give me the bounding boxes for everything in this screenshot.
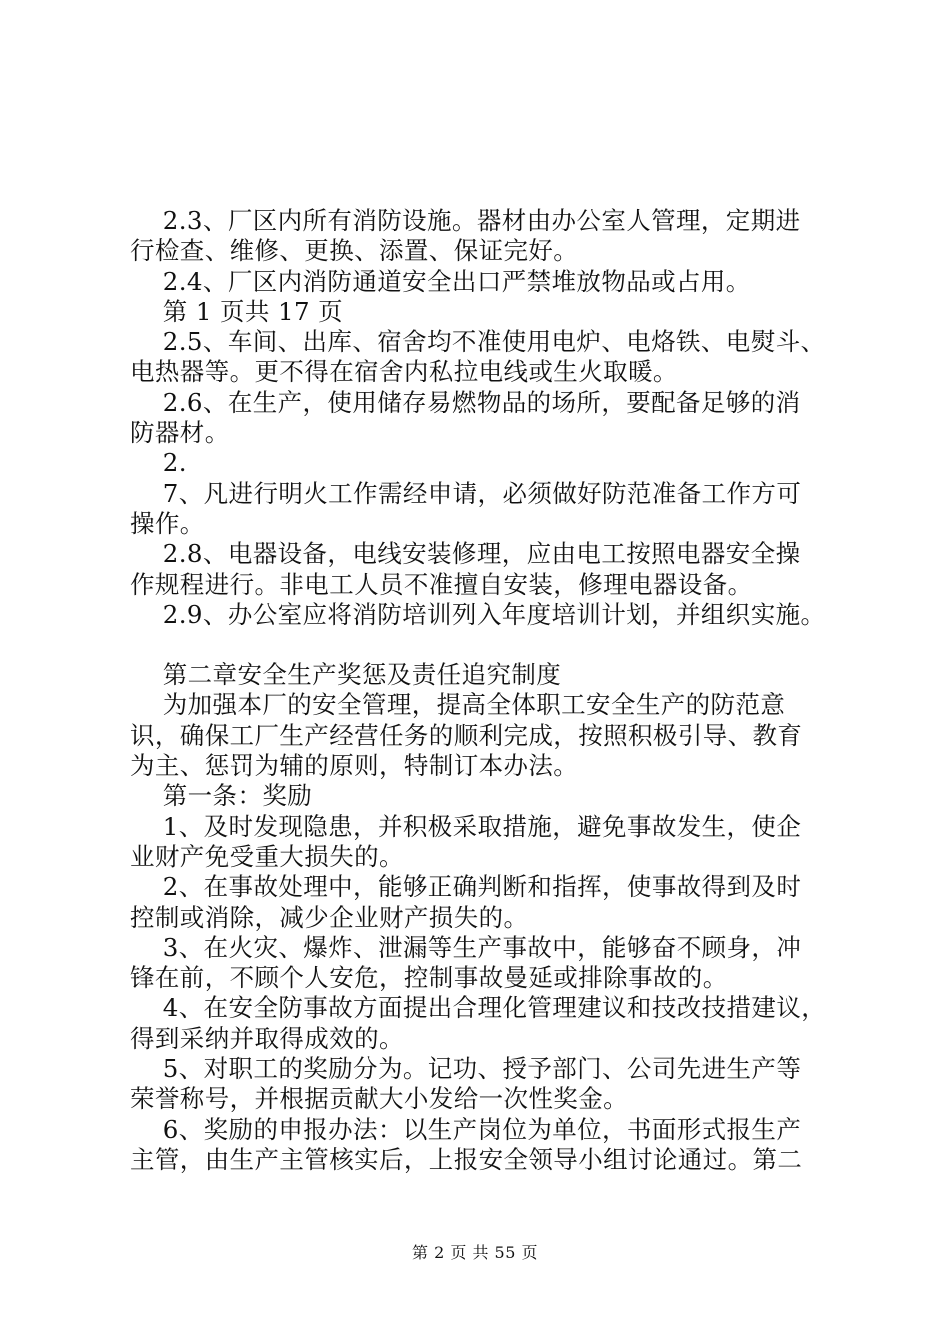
text-line: 7、凡进行明火工作需经申请，必须做好防范准备工作方可 [130, 478, 802, 508]
text-line: 为主、惩罚为辅的原则，特制订本办法。 [130, 751, 579, 781]
paragraph [130, 267, 850, 297]
text-line: 2. [130, 448, 187, 478]
text-line: 4、在安全防事故方面提出合理化管理建议和技改技措建议， [130, 993, 827, 1023]
text-line: 电热器等。更不得在宿舍内私拉电线或生火取暖。 [130, 357, 678, 387]
text-line: 锋在前，不顾个人安危，控制事故曼延或排除事故的。 [130, 963, 728, 993]
text-line: 主管，由生产主管核实后，上报安全领导小组讨论通过。第二 [130, 1144, 803, 1174]
paragraph [130, 872, 850, 933]
text-line: 第二章安全生产奖惩及责任追究制度 [130, 660, 562, 690]
text-line: 5、对职工的奖励分为。记功、授予部门、公司先进生产等 [130, 1054, 802, 1084]
text-line: 业财产免受重大损失的。 [130, 841, 404, 871]
text-line: 识，确保工厂生产经营任务的顺利完成，按照积极引导、教育 [130, 720, 803, 750]
paragraph [130, 327, 850, 388]
paragraph-gap [130, 630, 850, 660]
paragraph [130, 448, 850, 478]
paragraph [130, 690, 850, 781]
text-line: 2.6、在生产，使用储存易燃物品的场所，要配备足够的消 [130, 387, 801, 417]
text-line: 2、在事故处理中，能够正确判断和指挥，使事故得到及时 [130, 872, 802, 902]
text-line: 1、及时发现隐患，并积极采取措施，避免事故发生，使企 [130, 811, 802, 841]
paragraph [130, 781, 850, 811]
text-line: 2.9、办公室应将消防培训列入年度培训计划，并组织实施。 [130, 599, 826, 629]
text-line: 防器材。 [130, 418, 230, 448]
text-line: 3、在火灾、爆炸、泄漏等生产事故中，能够奋不顾身，冲 [130, 932, 802, 962]
text-line: 控制或消除，减少企业财产损失的。 [130, 902, 529, 932]
text-line: 荣誉称号，并根据贡献大小发给一次性奖金。 [130, 1084, 628, 1114]
text-line: 操作。 [130, 508, 205, 538]
text-line: 第 1 页共 17 页 [130, 296, 344, 326]
document-body [130, 206, 850, 1175]
paragraph [130, 1054, 850, 1115]
paragraph [130, 993, 850, 1054]
text-line: 2.3、厂区内所有消防设施。器材由办公室人管理，定期进 [130, 206, 801, 235]
text-line: 作规程进行。非电工人员不准擅自安装，修理电器设备。 [130, 569, 753, 599]
text-line: 为加强本厂的安全管理，提高全体职工安全生产的防范意 [130, 690, 786, 720]
text-line: 得到采纳并取得成效的。 [130, 1023, 404, 1053]
paragraph [130, 388, 850, 449]
text-line: 2.4、厂区内消防通道安全出口严禁堆放物品或占用。 [130, 266, 751, 296]
paragraph [130, 933, 850, 994]
page-footer: 第 2 页 共 55 页 [412, 1243, 538, 1262]
text-line: 6、奖励的申报办法：以生产岗位为单位，书面形式报生产 [130, 1114, 802, 1144]
section-fire-safety [130, 206, 850, 630]
text-line: 2.5、车间、出库、宿舍均不准使用电炉、电烙铁、电熨斗、 [130, 327, 826, 357]
paragraph [130, 1115, 850, 1176]
paragraph [130, 812, 850, 873]
text-line: 行检查、维修、更换、添置、保证完好。 [130, 236, 579, 266]
paragraph [130, 539, 850, 600]
paragraph [130, 660, 850, 690]
section-chapter-two [130, 660, 850, 1175]
paragraph [130, 600, 850, 630]
paragraph [130, 297, 850, 327]
paragraph [130, 479, 850, 540]
text-line: 2.8、电器设备，电线安装修理，应由电工按照电器安全操 [130, 539, 801, 569]
text-line: 第一条：奖励 [130, 781, 313, 811]
paragraph [130, 206, 850, 267]
